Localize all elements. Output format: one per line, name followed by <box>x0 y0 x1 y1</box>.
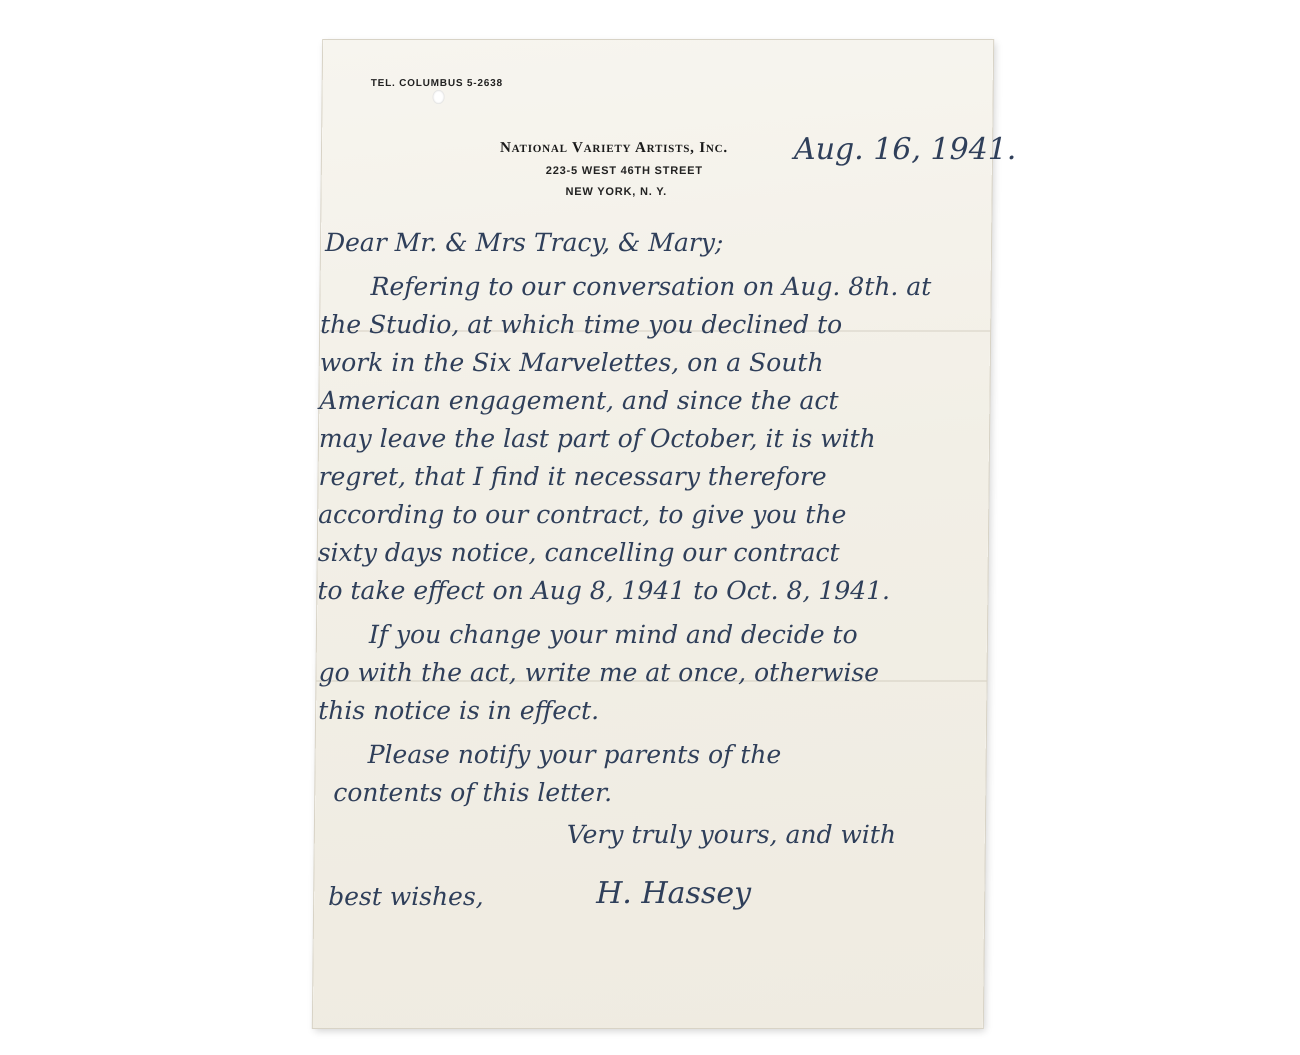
body-line: sixty days notice, cancelling our contract <box>317 538 840 567</box>
body-line: contents of this letter. <box>333 778 613 807</box>
letterhead-city: NEW YORK, N. Y. <box>565 186 668 198</box>
closing: Very truly yours, and with <box>566 820 897 849</box>
body-line: work in the Six Marvelettes, on a South <box>319 348 824 377</box>
body-line: the Studio, at which time you declined to <box>320 310 843 339</box>
body-line: to take effect on Aug 8, 1941 to Oct. 8, 1941. <box>317 576 891 605</box>
letterhead-address: 223-5 WEST 46TH STREET <box>545 165 703 177</box>
body-line: this notice is in effect. <box>317 696 600 725</box>
body-line: according to our contract, to give you the <box>318 500 847 529</box>
body-line: If you change your mind and decide to <box>368 620 858 649</box>
letterhead-telephone: TEL. COLUMBUS 5-2638 <box>370 78 503 89</box>
body-line: American engagement, and since the act <box>319 386 839 415</box>
letter-date: Aug. 16, 1941. <box>793 132 1017 167</box>
body-line: regret, that I find it necessary therefore <box>318 462 827 491</box>
body-line: go with the act, write me at once, otherwise <box>318 658 880 687</box>
sign-off: best wishes, <box>328 882 484 911</box>
body-line: Please notify your parents of the <box>367 740 782 769</box>
body-line: Refering to our conversation on Aug. 8th. at <box>370 272 932 301</box>
signature: H. Hassey <box>596 876 752 911</box>
letterhead-organization: National Variety Artists, Inc. <box>499 140 729 156</box>
body-line: may leave the last part of October, it is with <box>318 424 876 453</box>
letter-paper <box>313 40 1017 1028</box>
salutation: Dear Mr. & Mrs Tracy, & Mary; <box>324 228 724 257</box>
punch-hole <box>433 90 445 104</box>
